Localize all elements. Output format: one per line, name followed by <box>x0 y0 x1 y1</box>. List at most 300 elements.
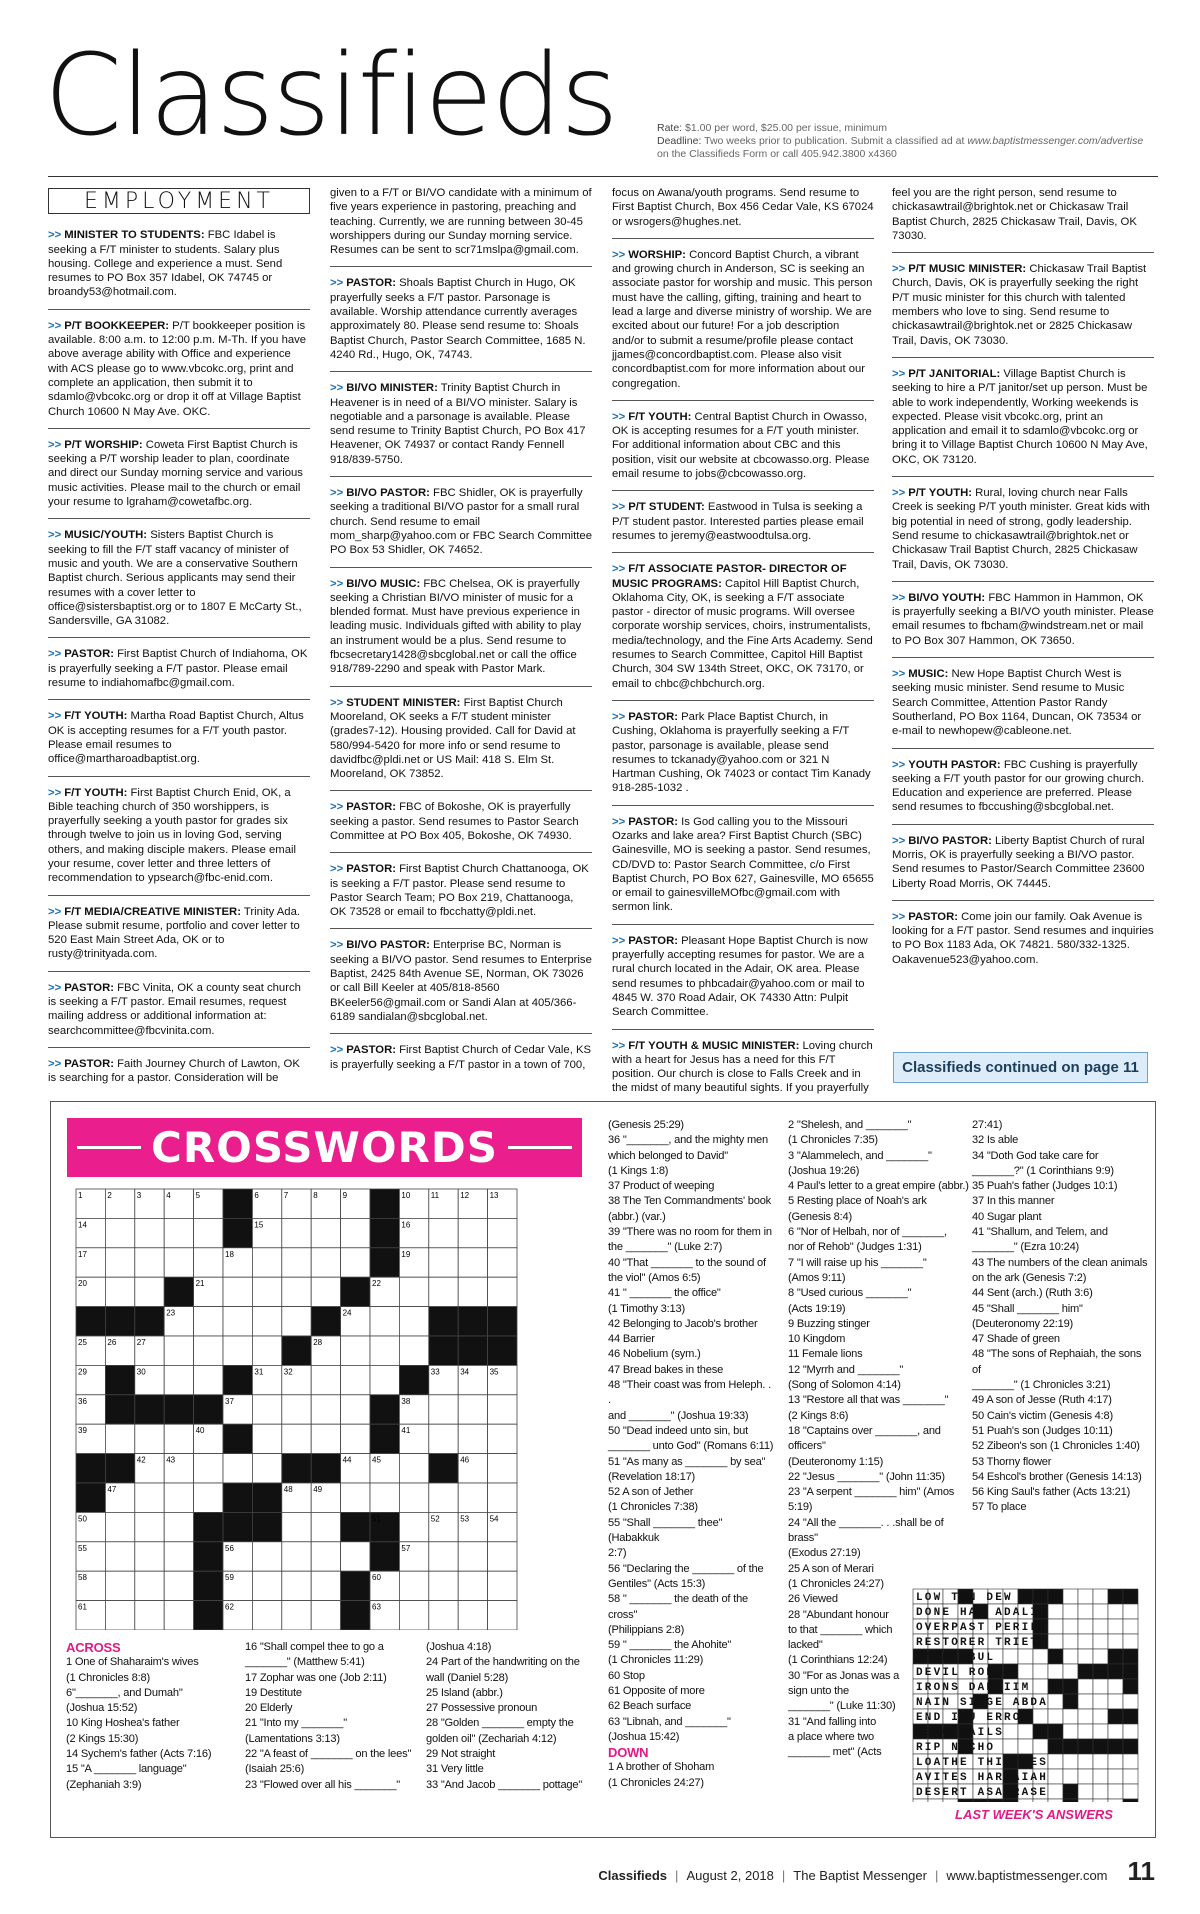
grid-cell[interactable] <box>164 1483 193 1512</box>
clue-line: (Acts 19:19) <box>788 1302 846 1315</box>
grid-cell[interactable] <box>282 1307 311 1336</box>
arrow-icon: >> <box>330 277 344 290</box>
footer-publication: The Baptist Messenger <box>793 1868 927 1883</box>
clue-line: 55 "Shall _______ thee" (Habakkuk <box>608 1516 723 1545</box>
grid-cell[interactable] <box>341 1483 370 1512</box>
grid-cell[interactable] <box>194 1483 223 1512</box>
answer-cell <box>1018 1664 1033 1679</box>
clue-line: 50 "Dead indeed unto sin, but <box>608 1424 749 1437</box>
clue-line: 33 "And Jacob _______ pottage" <box>426 1778 583 1791</box>
grid-cell[interactable] <box>194 1336 223 1365</box>
clue-line: the _______" (Luke 2:7) <box>608 1241 723 1254</box>
grid-number: 30 <box>136 1367 146 1377</box>
grid-cell[interactable] <box>135 1483 164 1512</box>
grid-cell[interactable] <box>164 1248 193 1277</box>
grid-cell[interactable] <box>311 1395 340 1424</box>
grid-block <box>341 1512 370 1541</box>
ad-body: Pleasant Hope Baptist Church is now prayerfully accepting resumes for pastor. We are a rural church located in the Adair, OK area. Please send resumes to phbcadair@yahoo.com or mail to 4845 W. 370 Road Adair, OK 74330 Attn: Pulpit Search Committee. <box>612 934 868 1019</box>
answer-block <box>1033 1589 1048 1604</box>
grid-number: 45 <box>372 1455 381 1465</box>
clue-line: 2:7) <box>608 1547 627 1560</box>
answer-cell <box>1108 1769 1123 1784</box>
grid-cell[interactable] <box>341 1395 370 1424</box>
grid-cell[interactable] <box>429 1542 458 1571</box>
arrow-icon: >> <box>892 487 906 500</box>
ad-heading: PASTOR: <box>64 1057 114 1070</box>
classified-ad <box>892 910 1154 976</box>
grid-block <box>76 1483 105 1512</box>
grid-cell[interactable] <box>488 1571 517 1600</box>
grid-cell[interactable] <box>488 1277 517 1306</box>
ad-heading: BI/VO MUSIC: <box>346 577 421 590</box>
grid-number: 29 <box>78 1367 87 1377</box>
grid-cell[interactable] <box>194 1218 223 1247</box>
last-week-answers-grid <box>912 1588 1146 1802</box>
answer-cell <box>1093 1634 1108 1649</box>
answer-block <box>1123 1649 1138 1664</box>
clue-line: (1 Kings 1:8) <box>608 1164 669 1177</box>
classified-ad <box>612 1039 874 1105</box>
grid-block <box>223 1512 252 1541</box>
ad-body: New Hope Baptist Church West is seeking music minister. Send resume to Music Search Committee, Attention Pastor Randy Southerland, PO Box 1164, Duncan, OK 73534 or e-mail to newhopew@cableone.net. <box>892 668 1142 738</box>
grid-cell[interactable] <box>135 1512 164 1541</box>
arrow-icon: >> <box>330 801 344 814</box>
crossword-grid[interactable] <box>75 1188 570 1630</box>
grid-cell[interactable] <box>399 1307 428 1336</box>
grid-number: 48 <box>283 1485 293 1494</box>
answer-block <box>1063 1784 1078 1799</box>
clue-line: (abbr.) (var.) <box>608 1210 666 1223</box>
grid-cell[interactable] <box>135 1248 164 1277</box>
answer-block <box>1093 1739 1108 1754</box>
answer-cell <box>1048 1664 1063 1679</box>
grid-cell[interactable] <box>194 1248 223 1277</box>
grid-block <box>76 1454 105 1483</box>
clue-line: 47 Shade of green <box>972 1333 1060 1346</box>
grid-cell[interactable] <box>341 1365 370 1394</box>
answer-row: RESTORER TRIETH <box>916 1637 1049 1649</box>
clue-line: 27 Possessive pronoun <box>426 1702 538 1715</box>
grid-block <box>458 1307 487 1336</box>
answer-cell <box>1108 1634 1123 1649</box>
clue-line: 62 Beach surface <box>608 1700 692 1713</box>
answer-block <box>1048 1724 1063 1739</box>
grid-cell[interactable] <box>105 1601 134 1630</box>
grid-cell[interactable] <box>282 1571 311 1600</box>
answer-cell <box>1063 1769 1078 1784</box>
ad-body: First Baptist Church Chattanooga, OK is seeking a F/T pastor. Please send resume to Pastor Search Team; PO Box 219, Chattanooga, OK 73528 or email to fbcchatty@pldi.net. <box>330 863 589 919</box>
grid-cell[interactable] <box>252 1542 281 1571</box>
grid-cell[interactable] <box>370 1365 399 1394</box>
grid-cell[interactable] <box>282 1218 311 1247</box>
grid-number: 23 <box>166 1308 176 1318</box>
grid-number: 58 <box>78 1573 87 1583</box>
clue-line: 18 "Captains over _______, and <box>788 1424 941 1437</box>
answer-cell <box>1033 1679 1048 1694</box>
grid-cell[interactable] <box>282 1512 311 1541</box>
grid-cell[interactable] <box>282 1601 311 1630</box>
answer-row: END IRU ERROR <box>916 1712 1031 1724</box>
grid-cell[interactable] <box>399 1601 428 1630</box>
grid-cell[interactable] <box>252 1277 281 1306</box>
grid-cell[interactable] <box>105 1218 134 1247</box>
grid-cell[interactable] <box>399 1336 428 1365</box>
grid-cell[interactable] <box>458 1395 487 1424</box>
grid-number: 15 <box>254 1220 264 1230</box>
answer-cell <box>1078 1604 1093 1619</box>
clue-line: (Joshua 4:18) <box>426 1641 492 1653</box>
clue-line: 6"_______, and Dumah" <box>66 1686 183 1699</box>
grid-cell[interactable] <box>488 1454 517 1483</box>
clue-line: 63 "Libnah, and _______" <box>608 1715 731 1728</box>
grid-cell[interactable] <box>105 1542 134 1571</box>
grid-cell[interactable] <box>194 1454 223 1483</box>
clue-column-6 <box>972 1118 1150 1516</box>
grid-cell[interactable] <box>429 1571 458 1600</box>
answer-row: LADED BUL <box>916 1652 996 1664</box>
grid-cell[interactable] <box>311 1571 340 1600</box>
grid-block <box>135 1307 164 1336</box>
answer-block <box>1123 1664 1138 1679</box>
answer-block <box>1123 1799 1138 1802</box>
grid-cell[interactable] <box>223 1277 252 1306</box>
grid-cell[interactable] <box>311 1424 340 1453</box>
answer-cell <box>1048 1694 1063 1709</box>
grid-block <box>399 1365 428 1394</box>
grid-cell[interactable] <box>429 1483 458 1512</box>
grid-cell[interactable] <box>223 1307 252 1336</box>
clue-line: (Deuteronomy 22:19) <box>972 1317 1074 1330</box>
clue-line: 41 " _______ the office" <box>608 1287 721 1300</box>
footer-url[interactable]: www.baptistmessenger.com <box>946 1868 1108 1883</box>
grid-cell[interactable] <box>164 1336 193 1365</box>
continued-notice[interactable]: Classifieds continued on page 11 <box>893 1052 1148 1083</box>
grid-cell[interactable] <box>252 1454 281 1483</box>
grid-cell[interactable] <box>252 1307 281 1336</box>
answer-cell <box>1048 1634 1063 1649</box>
answer-cell <box>1093 1799 1108 1802</box>
grid-cell[interactable] <box>341 1424 370 1453</box>
grid-block <box>370 1248 399 1277</box>
classified-ad <box>48 228 310 309</box>
answer-cell <box>1108 1799 1123 1802</box>
grid-number: 35 <box>489 1367 499 1377</box>
answer-cell <box>1018 1724 1033 1739</box>
clue-line: a place where two <box>788 1730 875 1743</box>
grid-cell[interactable] <box>458 1601 487 1630</box>
clue-line: 46 Nobelium (sym.) <box>608 1348 701 1361</box>
grid-cell[interactable] <box>458 1542 487 1571</box>
grid-cell[interactable] <box>370 1336 399 1365</box>
clue-line: 27:41) <box>972 1119 1003 1131</box>
ad-heading: BI/VO PASTOR: <box>346 939 430 952</box>
classified-ad <box>48 1057 310 1095</box>
ad-body: First Baptist Church of Cedar Vale, KS is prayerfully seeking a F/T pastor in a town of 700, <box>330 1044 592 1071</box>
clue-line: (Joshua 15:42) <box>608 1730 680 1743</box>
grid-number: 10 <box>401 1191 411 1200</box>
grid-cell[interactable] <box>311 1218 340 1247</box>
grid-cell[interactable] <box>429 1395 458 1424</box>
ad-heading: F/T ASSOCIATE PASTOR- DIRECTOR OF MUSIC PROGRAMS: <box>612 563 847 590</box>
grid-cell[interactable] <box>135 1571 164 1600</box>
grid-cell[interactable] <box>223 1336 252 1365</box>
clue-line: 20 Elderly <box>245 1702 293 1715</box>
grid-cell[interactable] <box>105 1571 134 1600</box>
grid-cell[interactable] <box>341 1218 370 1247</box>
grid-cell[interactable] <box>429 1248 458 1277</box>
grid-cell[interactable] <box>311 1542 340 1571</box>
answer-cell <box>1108 1694 1123 1709</box>
grid-cell[interactable] <box>458 1571 487 1600</box>
grid-number: 20 <box>78 1279 87 1289</box>
ad-heading: F/T YOUTH: <box>64 710 128 723</box>
clue-line: 30 "For as Jonas was a <box>788 1669 900 1682</box>
grid-cell[interactable] <box>164 1424 193 1453</box>
ad-body: Enterprise BC, Norman is seeking a BI/VO pastor. Send resumes to Enterprise Baptist, 2425 84th Avenue SE, Norman, OK 73026 or call Bill Keeler at 405/818-8560 BKeeler56@gmail.com or Sandi Alan at 405/366-6189 sandialan@sbcglobal.net. <box>330 939 592 1023</box>
clue-line: 28 "Golden _______ empty the <box>426 1717 574 1730</box>
grid-cell[interactable] <box>429 1601 458 1630</box>
ad-heading: STUDENT MINISTER: <box>346 696 461 709</box>
answer-cell <box>1078 1694 1093 1709</box>
grid-number: 37 <box>225 1396 234 1406</box>
arrow-icon: >> <box>48 648 62 661</box>
grid-cell[interactable] <box>135 1542 164 1571</box>
grid-cell[interactable] <box>194 1307 223 1336</box>
ad-heading: PASTOR: <box>628 934 678 947</box>
classifieds-column-1 <box>48 186 310 1104</box>
grid-cell[interactable] <box>164 1512 193 1541</box>
grid-cell[interactable] <box>135 1218 164 1247</box>
clue-line: 48 "The sons of Rephaiah, the sons of <box>972 1348 1142 1376</box>
grid-cell[interactable] <box>282 1542 311 1571</box>
grid-cell[interactable] <box>399 1512 428 1541</box>
grid-cell[interactable] <box>370 1307 399 1336</box>
answer-block <box>1123 1589 1138 1604</box>
ad-heading: PASTOR: <box>628 815 678 828</box>
grid-cell[interactable] <box>399 1277 428 1306</box>
answer-block <box>1078 1739 1093 1754</box>
grid-cell[interactable] <box>311 1277 340 1306</box>
grid-cell[interactable] <box>488 1248 517 1277</box>
grid-cell[interactable] <box>135 1277 164 1306</box>
grid-cell[interactable] <box>164 1542 193 1571</box>
grid-cell[interactable] <box>105 1512 134 1541</box>
grid-cell[interactable] <box>282 1277 311 1306</box>
ad-body: Come join our family. Oak Avenue is looking for a F/T pastor. Send resumes and inquiries to PO Box 1183 Ada, OK 74821. 580/332-1325. Oakavenue523@yahoo.com. <box>892 910 1154 966</box>
clue-line: 13 "Restore all that was _______" <box>788 1394 949 1407</box>
grid-cell[interactable] <box>458 1218 487 1247</box>
arrow-icon: >> <box>612 563 626 576</box>
grid-cell[interactable] <box>311 1601 340 1630</box>
grid-cell[interactable] <box>311 1248 340 1277</box>
header-divider <box>48 176 1158 177</box>
answer-cell <box>1003 1649 1018 1664</box>
grid-cell[interactable] <box>282 1395 311 1424</box>
grid-cell[interactable] <box>252 1601 281 1630</box>
clue-line: 10 Kingdom <box>788 1333 846 1346</box>
ad-heading: PASTOR: <box>64 981 114 994</box>
grid-block <box>105 1395 134 1424</box>
clue-line: 6 "Nor of Helbah, nor of _______, <box>788 1226 947 1239</box>
grid-cell[interactable] <box>488 1424 517 1453</box>
grid-cell[interactable] <box>252 1248 281 1277</box>
answer-row: RIP NECHO <box>916 1742 996 1754</box>
arrow-icon: >> <box>892 758 906 771</box>
clue-line: _______?" (1 Corinthians 9:9) <box>972 1164 1114 1177</box>
arrow-icon: >> <box>48 438 62 451</box>
grid-number: 31 <box>254 1367 264 1377</box>
grid-cell[interactable] <box>282 1424 311 1453</box>
grid-number: 14 <box>78 1220 87 1230</box>
grid-block <box>223 1365 252 1394</box>
grid-number: 42 <box>136 1455 146 1465</box>
ad-body: Sisters Baptist Church is seeking to fill the F/T staff vacancy of minister of music and youth. We are a conservative Southern Baptist church. Serious applicants may send their resumes with a cover letter to office@sistersbaptist.org or to 1807 E McCarty St., Sandersville, GA 31082. <box>48 529 302 628</box>
ad-body: Liberty Baptist Church of rural Morris, OK is prayerfully seeking a BI/VO pastor. Send resumes to Pastor/Search Committee 23600 Liberty Road Morris, OK 74445. <box>892 834 1145 890</box>
clue-line: 23 "Flowed over all his _______" <box>245 1778 401 1791</box>
banner-rule-right <box>508 1146 572 1149</box>
clue-line: 12 "Myrrh and _______" <box>788 1363 904 1376</box>
answer-cell <box>1078 1754 1093 1769</box>
grid-cell[interactable] <box>429 1424 458 1453</box>
classified-ad <box>330 696 592 792</box>
grid-block <box>370 1542 399 1571</box>
arrow-icon: >> <box>330 1044 344 1057</box>
grid-cell[interactable] <box>488 1601 517 1630</box>
footer-date: August 2, 2018 <box>686 1868 774 1883</box>
grid-cell[interactable] <box>252 1424 281 1453</box>
answer-cell <box>1018 1799 1033 1802</box>
answer-cell <box>1048 1769 1063 1784</box>
ad-heading: P/T BOOKKEEPER: <box>64 319 170 332</box>
grid-cell[interactable] <box>135 1601 164 1630</box>
ad-heading: BI/VO PASTOR: <box>346 487 430 500</box>
page-title: Classifieds <box>44 31 617 161</box>
answer-cell <box>1108 1754 1123 1769</box>
grid-cell[interactable] <box>488 1483 517 1512</box>
grid-cell[interactable] <box>282 1248 311 1277</box>
answer-cell <box>1093 1754 1108 1769</box>
grid-cell[interactable] <box>311 1365 340 1394</box>
grid-block <box>370 1218 399 1247</box>
grid-cell[interactable] <box>341 1248 370 1277</box>
grid-cell[interactable] <box>488 1395 517 1424</box>
clue-line: 25 A son of Merari <box>788 1562 874 1575</box>
clue-line: to that _______ which <box>788 1623 893 1636</box>
classified-ad <box>612 934 874 1030</box>
grid-cell[interactable] <box>399 1483 428 1512</box>
classified-ad <box>892 186 1154 253</box>
grid-cell[interactable] <box>164 1571 193 1600</box>
footer-sep: | <box>781 1868 786 1883</box>
grid-cell[interactable] <box>458 1483 487 1512</box>
answer-block <box>1048 1649 1063 1664</box>
grid-cell[interactable] <box>341 1542 370 1571</box>
classified-ad <box>892 591 1154 658</box>
grid-cell[interactable] <box>429 1218 458 1247</box>
answer-cell <box>1063 1634 1078 1649</box>
grid-cell[interactable] <box>341 1336 370 1365</box>
grid-cell[interactable] <box>458 1424 487 1453</box>
grid-cell[interactable] <box>458 1248 487 1277</box>
grid-cell[interactable] <box>194 1365 223 1394</box>
grid-cell[interactable] <box>135 1424 164 1453</box>
classified-ad <box>48 528 310 638</box>
answer-cell <box>1033 1739 1048 1754</box>
ad-body: Chickasaw Trail Baptist Church, Davis, OK is prayerfully seeking the right P/T music minister for this church with talented members who love to sing. Send resume to chickasawtrail@brightok.net or 2825 Chickasaw Trail, Davis, OK 73030. <box>892 263 1147 347</box>
grid-cell[interactable] <box>105 1424 134 1453</box>
grid-number: 44 <box>342 1455 352 1465</box>
grid-cell[interactable] <box>488 1542 517 1571</box>
grid-cell[interactable] <box>458 1277 487 1306</box>
classified-ad <box>892 486 1154 582</box>
arrow-icon: >> <box>612 710 626 723</box>
advertise-link[interactable]: www.baptistmessenger.com/advertise <box>967 135 1144 147</box>
answer-cell <box>1033 1649 1048 1664</box>
grid-cell[interactable] <box>164 1218 193 1247</box>
grid-cell[interactable] <box>105 1277 134 1306</box>
grid-number: 51 <box>372 1514 381 1524</box>
answer-cell <box>1048 1799 1063 1802</box>
grid-cell[interactable] <box>252 1336 281 1365</box>
classified-ad <box>48 786 310 896</box>
grid-block <box>164 1395 193 1424</box>
arrow-icon: >> <box>892 668 906 681</box>
answer-row: IRONS DAN IIM <box>916 1682 1031 1694</box>
clue-line: 41 "Shallum, and Telem, and <box>972 1226 1108 1239</box>
arrow-icon: >> <box>48 229 62 242</box>
classified-ad <box>48 438 310 519</box>
crossword-banner <box>67 1118 582 1177</box>
clue-line: 2 "Shelesh, and _______" <box>788 1119 912 1131</box>
grid-cell[interactable] <box>252 1395 281 1424</box>
grid-cell[interactable] <box>223 1454 252 1483</box>
answer-block <box>1048 1589 1063 1604</box>
grid-cell[interactable] <box>399 1571 428 1600</box>
grid-number: 3 <box>136 1191 142 1200</box>
arrow-icon: >> <box>892 910 906 923</box>
grid-block <box>223 1483 252 1512</box>
grid-cell[interactable] <box>488 1218 517 1247</box>
ad-body: FBC of Bokoshe, OK is prayerfully seeking a pastor. Send resumes to Pastor Search Committee at PO Box 405, Bokoshe, OK 74930. <box>330 801 579 842</box>
grid-cell[interactable] <box>164 1601 193 1630</box>
answer-cell <box>1063 1664 1078 1679</box>
grid-cell[interactable] <box>164 1365 193 1394</box>
grid-cell[interactable] <box>370 1483 399 1512</box>
grid-number: 39 <box>78 1426 87 1436</box>
grid-cell[interactable] <box>252 1571 281 1600</box>
ad-heading: PASTOR: <box>346 1044 396 1057</box>
answer-block <box>1063 1694 1078 1709</box>
classifieds-column-2 <box>330 186 592 1090</box>
arrow-icon: >> <box>892 591 906 604</box>
grid-cell[interactable] <box>105 1248 134 1277</box>
answer-cell <box>1018 1649 1033 1664</box>
ad-heading: WORSHIP: <box>628 248 686 261</box>
ad-body: Central Baptist Church in Owasso, OK is accepting resumes for a F/T youth minister. For additional information about CBC and this position, visit our website at cbcowasso.org. Please email resume to jobs@cbcowasso.org. <box>612 410 870 481</box>
answer-cell <box>1078 1589 1093 1604</box>
grid-block <box>105 1307 134 1336</box>
grid-cell[interactable] <box>429 1277 458 1306</box>
grid-block <box>194 1512 223 1541</box>
ad-body: FBC Chelsea, OK is prayerfully seeking a Christian BI/VO minister of music for a blended format. Must have previous experience in leading music. Individuals gifted with ability to play an instrument would be a plus. Send resume to fbcsecretary1428@sbcglobal.net or call the office 918/789-2290 and speak with Pastor Mark. <box>330 577 582 676</box>
answer-cell <box>1108 1604 1123 1619</box>
clue-line: 5:19) <box>788 1501 813 1514</box>
grid-cell[interactable] <box>399 1454 428 1483</box>
grid-cell[interactable] <box>311 1512 340 1541</box>
answer-block <box>1108 1739 1123 1754</box>
arrow-icon: >> <box>612 934 626 947</box>
ad-body: First Baptist Church Mooreland, OK seeks a F/T student minister (grades7-12). Housing provided. Call for David at 580/994-5420 for more info or send resume to davidfbc@pldi.net or US Mail: 418 S. Elm St. Mooreland, OK 73852. <box>330 696 576 781</box>
